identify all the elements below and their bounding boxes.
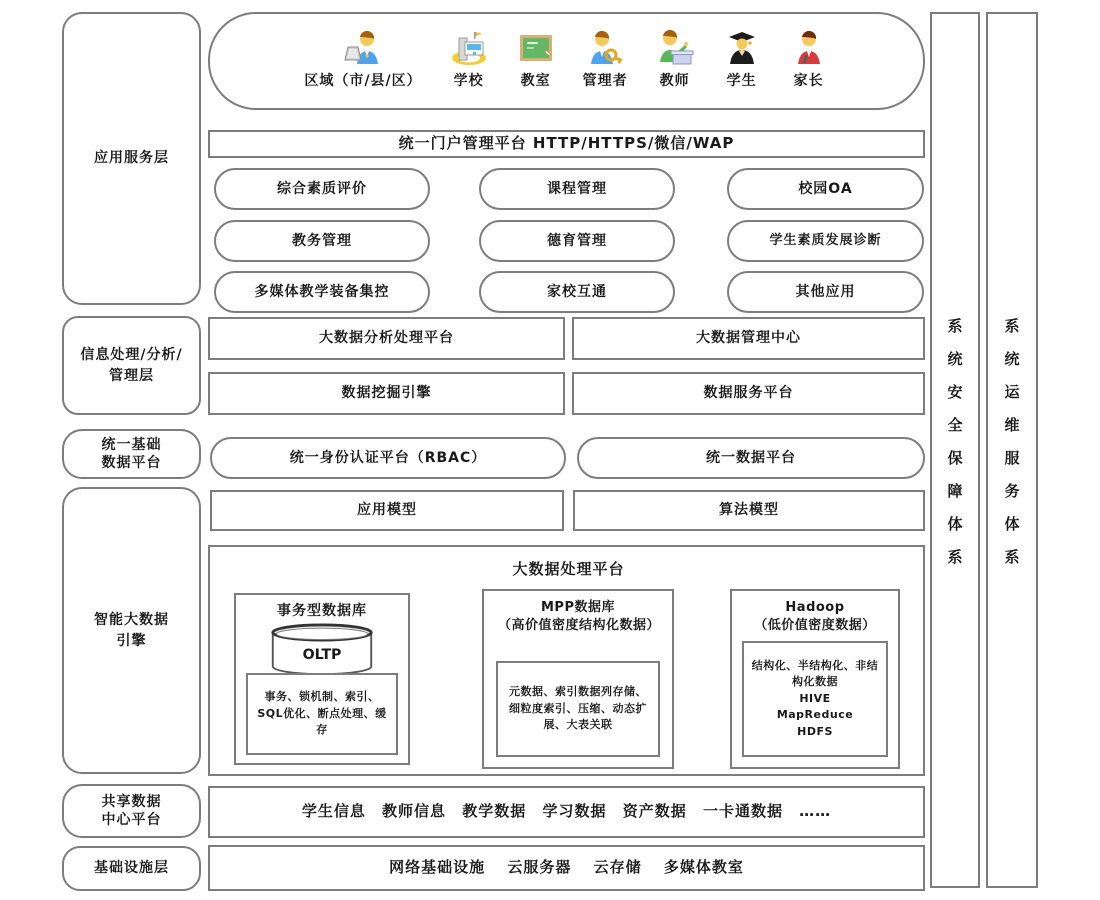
box-bigdata-management-center [572,317,925,360]
app-pill-comprehensive-quality [214,168,430,210]
hadoop-features [742,641,888,757]
box-data-mining-engine [208,372,565,415]
mpp-title: MPP数据库 [541,600,615,615]
user-classroom [516,30,556,91]
layer-info-processing [62,316,201,415]
tech-hive: HIVE [799,691,831,705]
app-label: 校园OA [798,180,853,197]
box-algorithm-model [573,490,925,531]
user-student [722,30,762,91]
bigdata-platform-title: 大数据处理平台 [512,560,625,578]
box-label: 大数据分析处理平台 [319,330,454,347]
mpp-features [496,661,660,757]
user-label: 学校 [453,73,484,90]
user-school [449,30,489,91]
chalkboard-icon [516,30,556,68]
svg-text:OLTP: OLTP [302,647,342,664]
operations-bar-label: 系统运维服务体系 [1002,318,1021,582]
app-label: 综合素质评价 [277,180,367,197]
layer-label: 应用服务层 [94,150,169,167]
person-laptop-icon [343,30,383,68]
app-pill-home-school [479,271,675,313]
layer-label: 数据平台 [101,455,162,471]
user-teacher [655,30,695,91]
app-label: 家校互通 [547,283,607,300]
user-label: 学生 [726,73,757,90]
system-operations-bar [986,12,1038,888]
hadoop-title: Hadoop [785,600,845,615]
app-label: 其他应用 [795,283,856,300]
hadoop-subtitle: （低价值密度数据） [754,617,876,633]
layer-unified-base [62,429,201,479]
portal-label: 统一门户管理平台 HTTP/HTTPS/微信/WAP [398,134,735,153]
box-label: 大数据管理中心 [696,330,801,347]
user-label: 家长 [793,73,824,90]
layer-label: 管理层 [109,367,154,384]
layer-label: 信息处理/分析/ [80,347,183,364]
feature-text: 结构化、半结构化、非结构化数据 [751,658,879,689]
app-label: 德育管理 [547,232,607,249]
bigdata-processing-platform [208,545,925,776]
box-label: 应用模型 [357,502,417,519]
pill-label: 统一数据平台 [706,449,796,466]
layer-shared-data-center [62,784,201,838]
box-data-service-platform [572,372,925,415]
mpp-box [482,589,674,769]
user-admin [583,30,628,91]
layer-label: 智能大数据 [94,612,169,629]
hadoop-box [730,589,900,769]
layer-label: 统一基础 [101,436,162,453]
security-bar-label: 系统安全保障体系 [945,318,964,582]
admin-key-icon [585,30,625,68]
oltp-box [234,593,410,765]
layer-app-service [62,12,201,305]
app-pill-moral-education [479,220,675,262]
box-label: 数据服务平台 [703,385,794,402]
app-pill-multimedia-control [214,271,430,313]
user-label: 教师 [659,73,690,90]
app-label: 课程管理 [547,180,607,197]
infrastructure-row [208,845,925,891]
app-label: 多媒体教学装备集控 [254,283,390,300]
pill-identity-auth-platform [210,437,566,479]
shared-data-label: 学生信息 教师信息 教学数据 学习数据 资产数据 一卡通数据 …… [301,802,832,821]
user-label: 区域（市/县/区） [304,73,422,90]
portal-bar [208,130,925,158]
user-region [304,30,421,91]
layer-label: 基础设施层 [94,860,169,877]
teacher-podium-icon [655,30,695,68]
box-label: 数据挖掘引擎 [341,385,432,402]
tech-mapreduce: MapReduce [776,708,854,722]
app-label: 教务管理 [292,232,352,249]
app-label: 学生素质发展诊断 [769,232,882,248]
pill-unified-data-platform [577,437,925,479]
app-pill-campus-oa [727,168,924,210]
system-security-bar [930,12,980,888]
mpp-subtitle: （高价值密度结构化数据） [498,617,661,633]
layer-label: 中心平台 [101,812,162,828]
layer-label: 引擎 [116,632,147,649]
app-pill-other-apps [727,271,924,313]
layer-infrastructure [62,846,201,891]
user-label: 管理者 [582,73,628,90]
user-parent [789,30,829,91]
box-bigdata-analysis-platform [208,317,565,360]
layer-label: 共享数据 [101,793,162,810]
oltp-features [246,673,398,755]
tech-hdfs: HDFS [797,724,833,738]
shared-data-row [208,786,925,838]
school-building-icon [449,30,489,68]
feature-text: 事务、锁机制、索引、SQL优化、断点处理、缓存 [257,690,387,737]
app-pill-student-diagnosis [727,220,924,262]
feature-text: 元数据、索引数据列存储、细粒度索引、压缩、动态扩展、大表关联 [509,685,647,732]
box-label: 算法模型 [719,502,779,519]
oltp-title: 事务型数据库 [277,603,367,619]
graduate-icon [722,30,762,68]
user-label: 教室 [520,73,551,90]
pill-label: 统一身份认证平台（RBAC） [289,449,487,466]
app-pill-course-management [479,168,675,210]
layer-smart-bigdata-engine [62,487,201,774]
database-cylinder-icon [265,623,379,676]
app-pill-academic-affairs [214,220,430,262]
users-box [208,12,925,110]
box-application-model [210,490,564,531]
infrastructure-label: 网络基础设施 云服务器 云存储 多媒体教室 [389,858,744,877]
parent-icon [789,30,829,68]
